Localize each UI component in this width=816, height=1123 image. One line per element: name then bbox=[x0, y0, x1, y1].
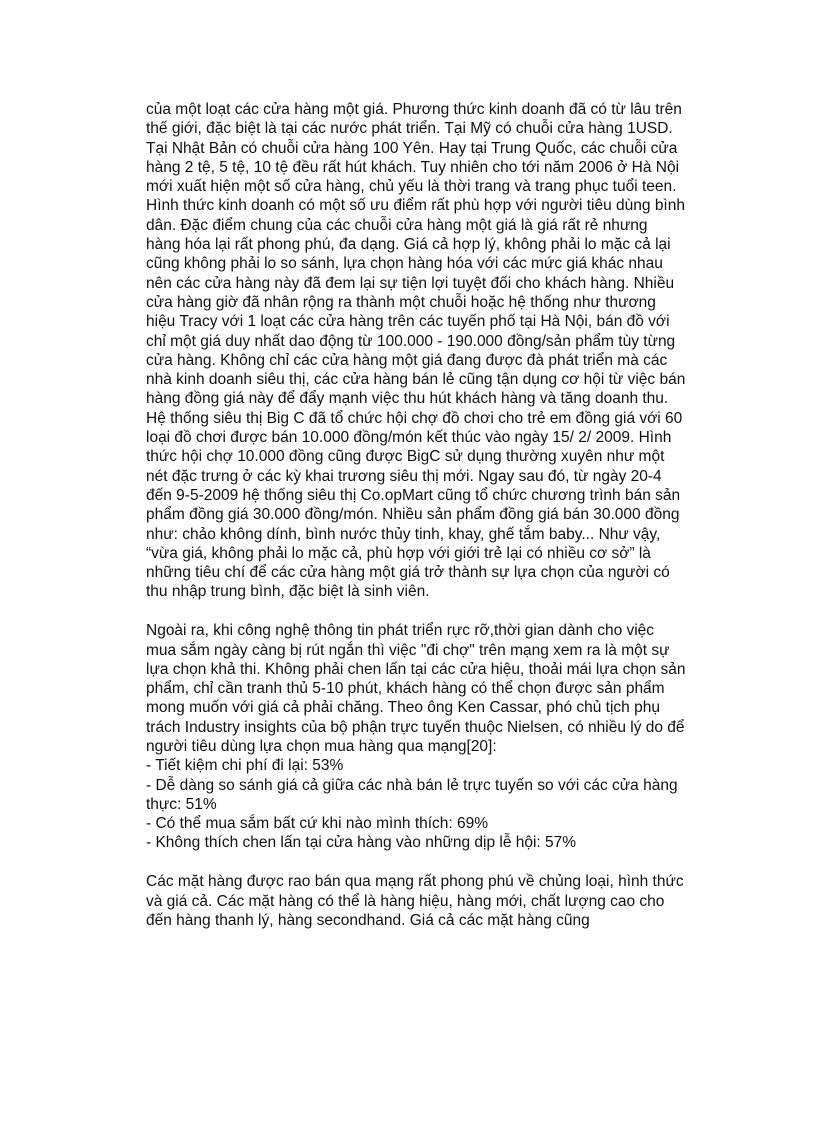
list-item-price-compare: - Dễ dàng so sánh giá cả giữa các nhà bán lẻ trực tuyến so với các cửa hàng thực: 51% bbox=[146, 776, 678, 813]
list-item-anytime: - Có thể mua sắm bất cứ khi nào mình thích: 69% bbox=[146, 815, 489, 833]
paragraph-two-online-shopping: Ngoài ra, khi công nghệ thông tin phát triển rực rỡ,thời gian dành cho việc mua sắm ngày càng bị rút ngắn thì việc "đi chợ" trên mạng xem ra là một sự lựa chọn khả thi. Không phải chen lấn tại các cửa hiệu, thoải mái lựa chọn sản phẩm, chỉ cần tranh thủ 5-10 phút, khách hàng có thể chọn được sản phẩm mong muốn với giá cả phải chăng. Theo ông Ken Cassar, phó chủ tịch phụ trách Industry insights của bộ phận trực tuyến thuộc Nielsen, có nhiều lý do để người tiêu dùng lựa chọn mua hàng qua mạng[20]: bbox=[146, 622, 686, 755]
paragraph-gap bbox=[146, 853, 686, 873]
paragraph-gap bbox=[146, 602, 686, 622]
paragraph-one-stores: của một loạt các cửa hàng một giá. Phương thức kinh doanh đã có từ lâu trên thế giới, đặc biệt là tại các nước phát triển. Tại Mỹ có chuỗi cửa hàng 1USD. Tại Nhật Bản có chuỗi cửa hàng 100 Yên. Hay tại Trung Quốc, các chuỗi cửa hàng 2 tệ, 5 tệ, 10 tệ đều rất hút khách. Tuy nhiên cho tới năm 2006 ở Hà Nội mới xuất hiện một số cửa hàng, chủ yếu là thời trang và trang phục tuổi teen. Hình thức kinh doanh có một số ưu điểm rất phù hợp với người tiêu dùng bình dân. Đặc điểm chung của các chuỗi cửa hàng một giá là giá rất rẻ nhưng hàng hóa lại rất phong phú, đa dạng. Giá cả hợp lý, không phải lo mặc cả lại cũng không phải lo so sánh, lựa chọn hàng hóa với các mức giá khác nhau nên các cửa hàng này đã đem lại sự tiện lợi tuyệt đối cho khách hàng. Nhiều cửa hàng giờ đã nhân rộng ra thành một chuỗi hoặc hệ thống như thương hiệu Tracy với 1 loạt các cửa hàng trên các tuyến phố tại Hà Nội, bán đồ với chỉ một giá duy nhất dao động từ 100.000 - 190.000 đồng/sản phẩm tùy từng cửa hàng. Không chỉ các cửa hàng một giá đang được đà phát triển mà các nhà kinh doanh siêu thị, các cửa hàng bán lẻ cũng tận dụng cơ hội từ việc bán hàng đồng giá này để đẩy mạnh việc thu hút khách hàng và tăng doanh thu. Hệ thống siêu thị Big C đã tổ chức hội chợ đồ chơi cho trẻ em đồng giá với 60 loại đồ chơi được bán 10.000 đồng/món kết thúc vào ngày 15/ 2/ 2009. Hình thức hội chợ 10.000 đồng cũng được BigC sử dụng thường xuyên như một nét đặc trưng ở các kỳ khai trương siêu thị mới. Ngay sau đó, từ ngày 20-4 đến 9-5-2009 hệ thống siêu thị Co.opMart cũng tổ chức chương trình bán sản phẩm đồng giá 30.000 đồng/món. Nhiều sản phẩm đồng giá bán 30.000 đồng như: chảo không dính, bình nước thủy tinh, khay, ghế tắm baby... Như vậy, “vừa giá, không phải lo mặc cả, phù hợp với giới trẻ lại có nhiều cơ sở” là những tiêu chí để các cửa hàng một giá trở thành sự lựa chọn của người có thu nhập trung bình, đặc biệt là sinh viên. bbox=[146, 101, 686, 601]
paragraph-three-products: Các mặt hàng được rao bán qua mạng rất phong phú về chủng loại, hình thức và giá cả. Các mặt hàng có thể là hàng hiệu, hàng mới, chất lượng cao cho đến hàng thanh lý, hàng secondhand. Giá cả các mặt hàng cũng bbox=[146, 873, 684, 929]
document-page bbox=[146, 100, 686, 930]
list-item-travel-cost: - Tiết kiệm chi phí đi lại: 53% bbox=[146, 757, 344, 775]
list-item-no-crowds: - Không thích chen lấn tại cửa hàng vào những dịp lễ hội: 57% bbox=[146, 834, 577, 852]
